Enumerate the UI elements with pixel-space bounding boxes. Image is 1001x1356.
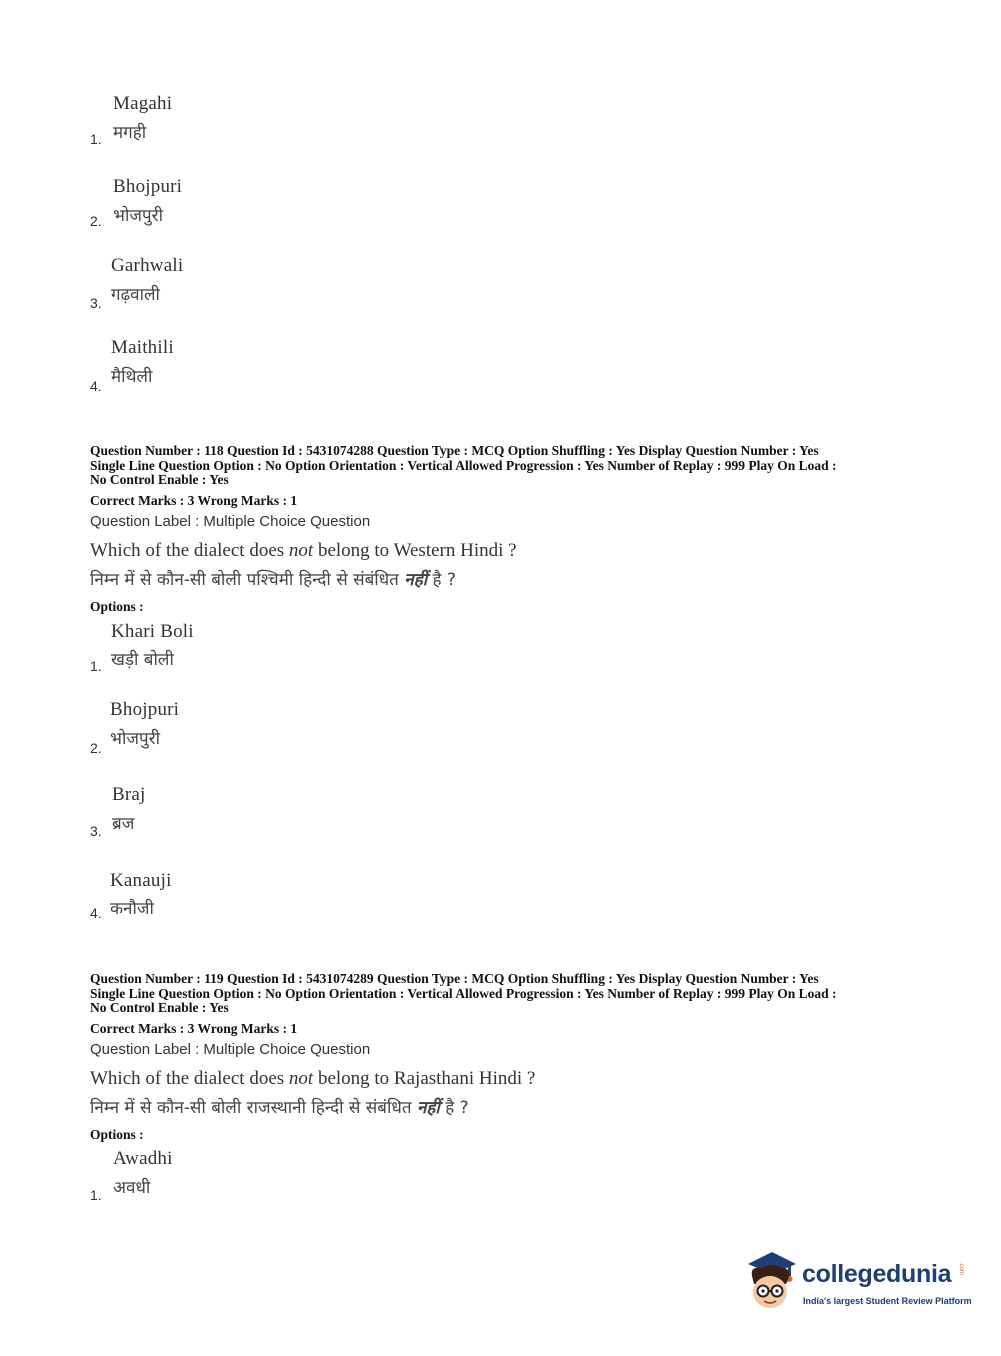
option-text-en: Magahi: [113, 93, 173, 114]
question-text-part: निम्न में से कौन-सी बोली पश्चिमी हिन्दी से संबंधित: [90, 570, 405, 590]
metadata-line: No Control Enable : Yes: [90, 1000, 229, 1015]
metadata-line: No Control Enable : Yes: [90, 472, 229, 487]
question-label: Question Label : Multiple Choice Question: [90, 513, 371, 530]
question-text-en: [90, 540, 517, 562]
option-number: 1.: [90, 131, 102, 147]
student-mascot-icon: [742, 1250, 800, 1314]
option-text-hi: ब्रज: [112, 814, 135, 834]
question-text-emphasis: not: [288, 540, 314, 561]
option-number: 1.: [90, 1187, 102, 1203]
question-label: Question Label : Multiple Choice Question: [90, 1041, 371, 1058]
option-text-en: Bhojpuri: [113, 176, 183, 197]
option-text-hi: अवधी: [113, 1178, 151, 1198]
logo-dotcom: .com: [958, 1262, 964, 1276]
logo-tagline: India's largest Student Review Platform: [803, 1296, 972, 1306]
option-number: 2.: [90, 213, 102, 229]
option-text-hi: खड़ी बोली: [111, 650, 174, 670]
option-number: 2.: [90, 740, 102, 756]
question-metadata: [90, 972, 920, 1016]
option-text-hi: भोजपुरी: [113, 206, 163, 226]
option-text-en: Braj: [112, 784, 146, 805]
option-text-hi: भोजपुरी: [110, 729, 160, 749]
question-text-emphasis: नहीं: [404, 570, 428, 590]
question-text-part: है ?: [439, 1098, 469, 1118]
metadata-line: Question Number : 118 Question Id : 5431074288 Question Type : MCQ Option Shuffling : Yes Display Question Number : Yes: [90, 443, 819, 458]
marks-info: Correct Marks : 3 Wrong Marks : 1: [90, 1021, 298, 1036]
option-text-en: Garhwali: [111, 255, 184, 276]
question-text-hi: [90, 567, 456, 590]
option-number: 1.: [90, 658, 102, 674]
collegedunia-logo: [742, 1250, 972, 1320]
question-text-hi: [90, 1095, 469, 1118]
question-text-part: निम्न में से कौन-सी बोली राजस्थानी हिन्दी से संबंधित: [90, 1098, 417, 1118]
option-text-hi: मैथिली: [111, 367, 153, 387]
option-text-en: Khari Boli: [111, 621, 194, 642]
metadata-line: Single Line Question Option : No Option Orientation : Vertical Allowed Progression : Yes Number of Replay : 999 Play On Load :: [90, 457, 837, 473]
marks-info: Correct Marks : 3 Wrong Marks : 1: [90, 493, 298, 508]
question-text-part: Which of the dialect does: [90, 540, 289, 561]
metadata-line: Single Line Question Option : No Option Orientation : Vertical Allowed Progression : Yes Number of Replay : 999 Play On Load :: [90, 985, 837, 1001]
options-label: Options :: [90, 599, 144, 614]
question-metadata: [90, 444, 920, 488]
question-text-part: belong to Rajasthani Hindi ?: [313, 1068, 536, 1089]
option-text-hi: मगही: [113, 123, 147, 143]
options-label: Options :: [90, 1127, 144, 1142]
question-text-en: [90, 1068, 535, 1090]
option-number: 3.: [90, 823, 102, 839]
option-number: 4.: [90, 378, 102, 394]
option-text-en: Maithili: [111, 337, 174, 358]
question-text-emphasis: नहीं: [416, 1098, 440, 1118]
logo-wordmark: collegedunia: [802, 1260, 952, 1288]
option-number: 4.: [90, 905, 102, 921]
option-text-hi: गढ़वाली: [111, 285, 160, 305]
question-text-part: Which of the dialect does: [90, 1068, 289, 1089]
option-text-en: Awadhi: [113, 1148, 173, 1169]
question-text-part: है ?: [427, 570, 456, 590]
option-number: 3.: [90, 295, 102, 311]
metadata-line: Question Number : 119 Question Id : 5431074289 Question Type : MCQ Option Shuffling : Yes Display Question Number : Yes: [90, 971, 819, 986]
option-text-hi: कनौजी: [110, 899, 154, 919]
question-text-emphasis: not: [288, 1068, 314, 1089]
question-text-part: belong to Western Hindi ?: [313, 540, 517, 561]
option-text-en: Kanauji: [110, 870, 172, 891]
option-text-en: Bhojpuri: [110, 699, 180, 720]
